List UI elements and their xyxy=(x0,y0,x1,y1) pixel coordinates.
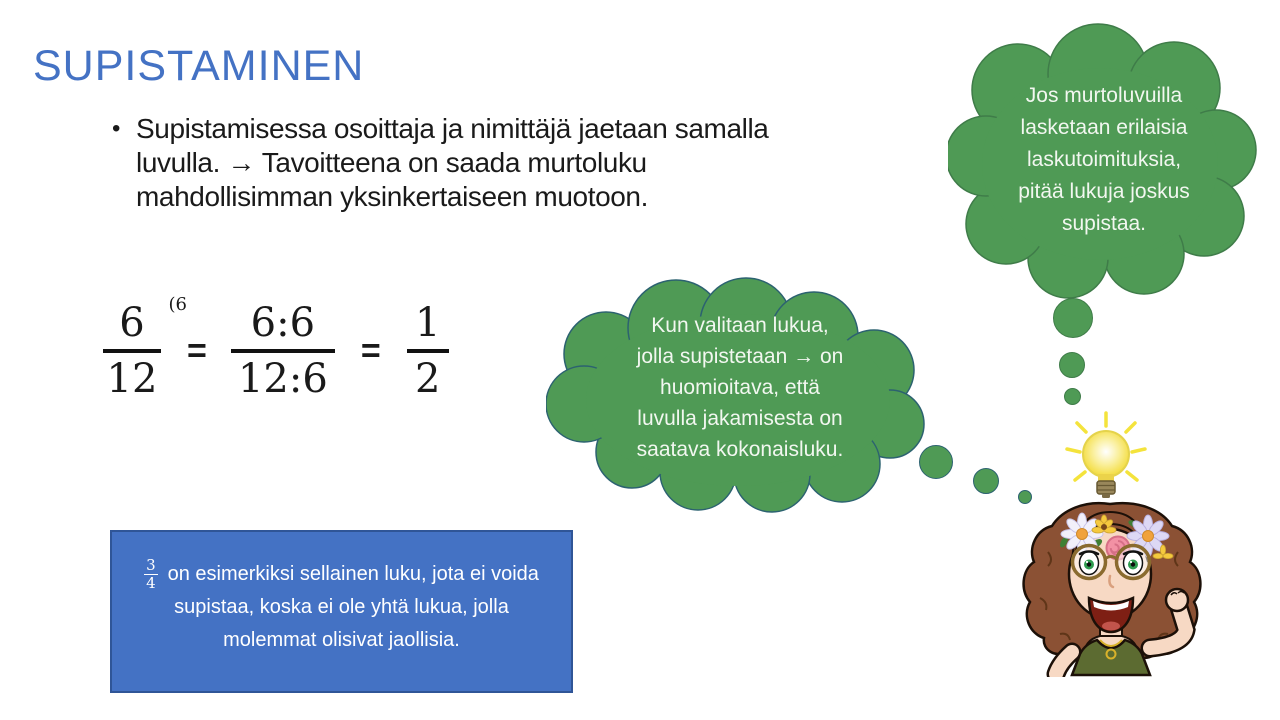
fraction-3-4 xyxy=(144,558,158,591)
fraction-bar xyxy=(103,349,161,353)
cloud-text-line: huomioitava, että xyxy=(660,376,820,399)
cloud-text-line: jolla supistetaan → on xyxy=(636,345,844,368)
equals-sign: = xyxy=(360,331,381,370)
fraction-6-12 xyxy=(103,294,187,402)
bullet-paragraph xyxy=(112,112,912,214)
cloud-text xyxy=(948,80,1260,240)
cloud-text xyxy=(546,310,934,465)
reduction-mark: (6 xyxy=(168,294,187,315)
example-note-box xyxy=(110,530,573,693)
denominator: 2 xyxy=(414,356,441,402)
fraction-bar xyxy=(231,349,335,353)
fraction-bar xyxy=(407,349,449,353)
cloud-text-line: Kun valitaan lukua, xyxy=(651,314,829,337)
thought-cloud-top xyxy=(948,22,1260,300)
thought-trail-dot xyxy=(973,468,999,494)
cloud-text-line: lasketaan erilaisia xyxy=(1020,116,1188,139)
page-title: SUPISTAMINEN xyxy=(33,42,365,90)
cloud-text-line: pitää lukuja joskus xyxy=(1018,180,1190,203)
bitmoji-avatar xyxy=(1000,402,1235,677)
bullet-line-text: luvulla. → Tavoitteena on saada murtoluku xyxy=(136,147,647,178)
numerator: 6 xyxy=(119,300,145,346)
raised-fist xyxy=(1166,589,1188,611)
cloud-text-line: laskutoimituksia, xyxy=(1026,148,1182,171)
fraction-equation xyxy=(103,294,449,402)
note-line: molemmat olisivat jaollisia. xyxy=(223,629,460,651)
note-line: supistaa, koska ei ole yhtä lukua, jolla xyxy=(174,596,509,618)
denominator: 4 xyxy=(146,574,156,592)
cloud-text-line: luvulla jakamisesta on xyxy=(637,407,843,430)
fraction-6-6-12-6 xyxy=(231,300,335,402)
cloud-text-line: supistaa. xyxy=(1061,212,1147,235)
bullet-line-text: Supistamisessa osoittaja ja nimittäjä jaetaan samalla xyxy=(136,113,769,144)
numerator: 3 xyxy=(146,556,156,574)
lightbulb-icon xyxy=(1067,413,1145,498)
equals-sign: = xyxy=(187,331,207,370)
denominator: 12 xyxy=(106,356,158,402)
cloud-text-line: saatava kokonaisluku. xyxy=(636,438,844,461)
denominator: 12:6 xyxy=(237,356,328,402)
thought-trail-dot xyxy=(1053,298,1093,338)
avatar-graphic xyxy=(1000,402,1235,677)
bullet-line-text: mahdollisimman yksinkertaiseen muotoon. xyxy=(136,181,648,212)
bullet-marker: • xyxy=(112,115,121,142)
thought-cloud-middle xyxy=(546,274,934,514)
note-text xyxy=(120,558,563,657)
fraction-1-2 xyxy=(407,300,449,402)
bullet-line xyxy=(112,180,912,214)
thought-trail-dot xyxy=(1059,352,1085,378)
bullet-line xyxy=(112,112,912,146)
numerator: 1 xyxy=(414,300,441,346)
cloud-text-line: Jos murtoluvuilla xyxy=(1025,84,1183,107)
note-line xyxy=(120,558,563,591)
thought-trail-dot xyxy=(919,445,953,479)
numerator: 6:6 xyxy=(250,300,316,346)
bullet-line xyxy=(112,146,912,180)
note-line-text: on esimerkiksi sellainen luku, jota ei voida xyxy=(167,563,539,585)
